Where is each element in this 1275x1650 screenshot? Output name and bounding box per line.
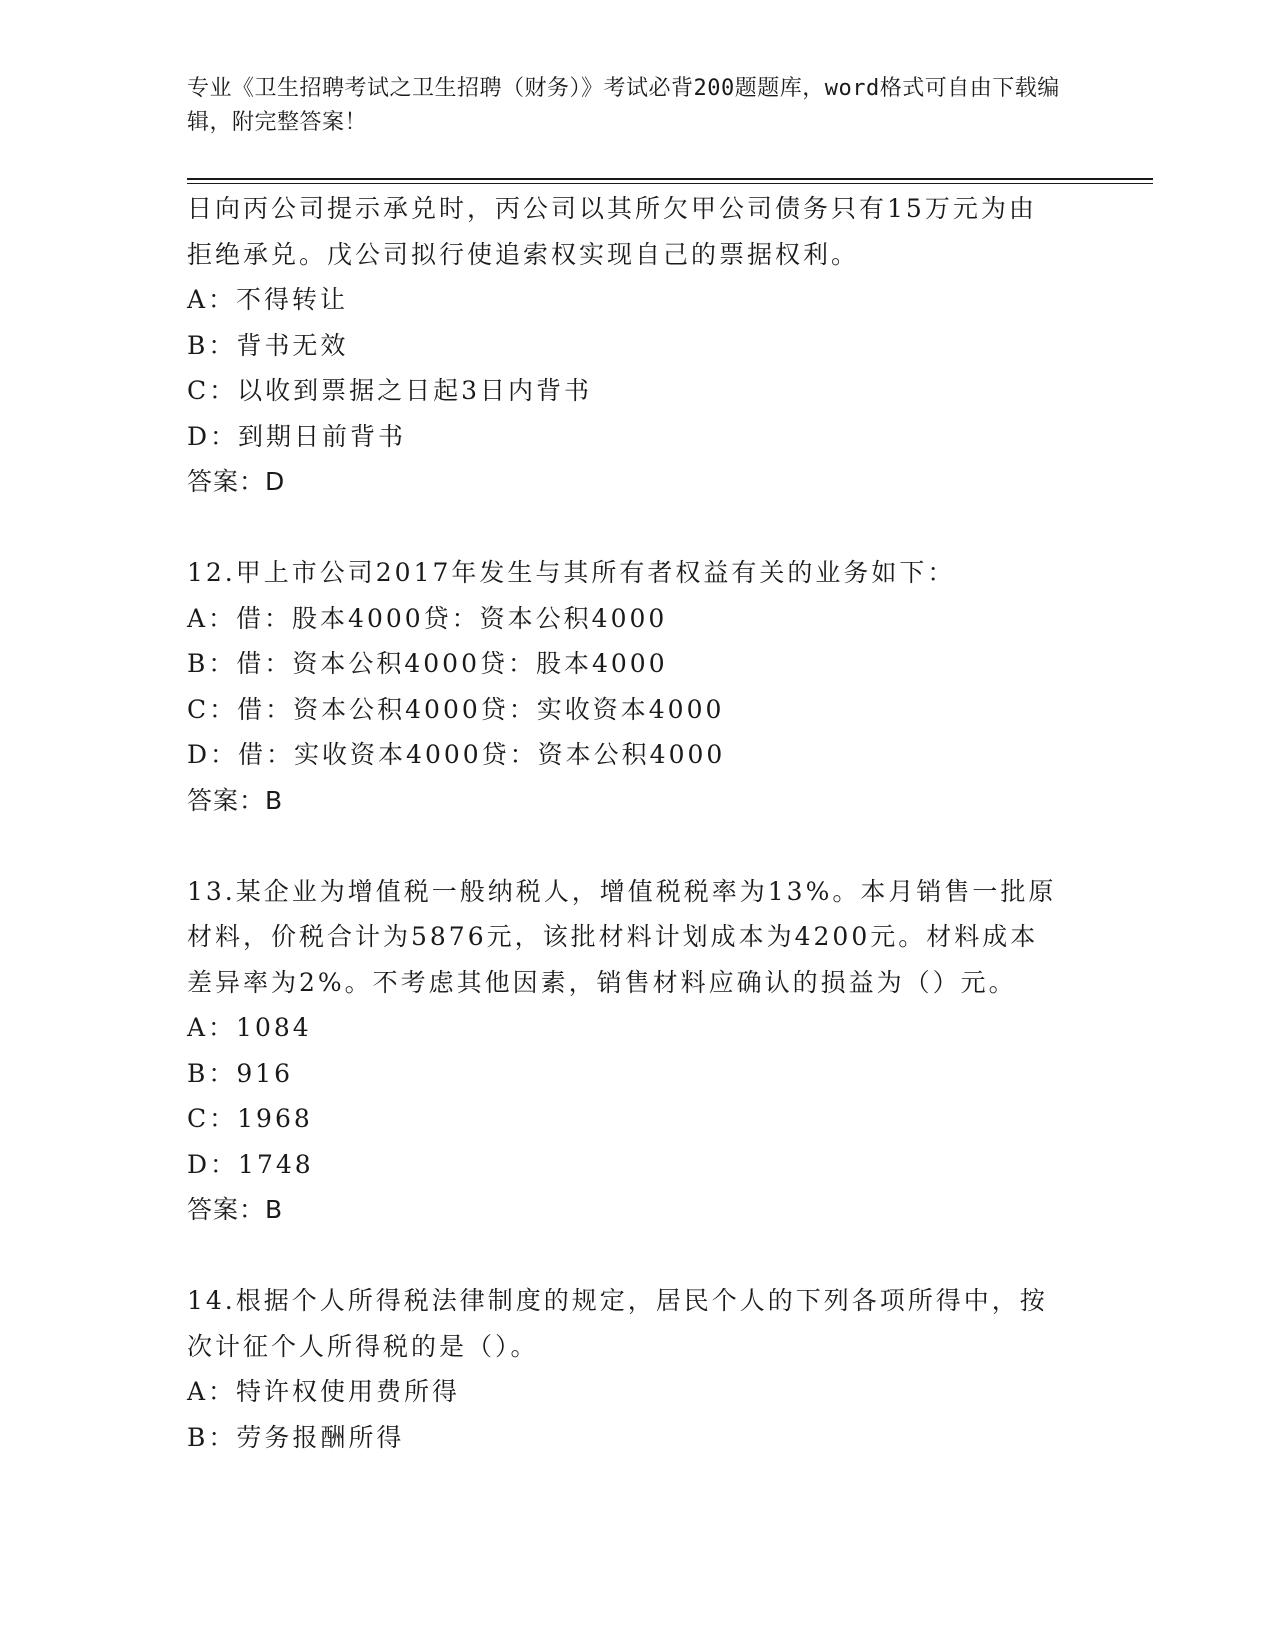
question-stem-line: 12.甲上市公司2017年发生与其所有者权益有关的业务如下： <box>187 558 956 587</box>
question-block <box>187 186 1087 505</box>
question-gap <box>187 505 1087 551</box>
option-a: A：特许权使用费所得 <box>187 1377 461 1406</box>
question-gap <box>187 823 1087 869</box>
question-stem-line: 日向丙公司提示承兑时，丙公司以其所欠甲公司债务只有15万元为由 <box>187 194 1037 223</box>
option-a: A：借：股本4000贷：资本公积4000 <box>187 603 668 633</box>
answer-line: 答案：D <box>187 467 286 496</box>
option-b: B：借：资本公积4000贷：股本4000 <box>187 649 668 678</box>
question-block <box>187 550 1087 823</box>
answer-line: 答案：B <box>187 1195 284 1224</box>
document-body <box>187 186 1087 1460</box>
option-a: A：不得转让 <box>187 285 349 314</box>
question-block <box>187 1278 1087 1460</box>
option-d: D：到期日前背书 <box>187 421 407 451</box>
header-divider-thin <box>187 183 1153 184</box>
question-stem-line: 14.根据个人所得税法律制度的规定，居民个人的下列各项所得中，按 <box>187 1286 1048 1315</box>
option-b: B：背书无效 <box>187 330 349 360</box>
answer-line: 答案：B <box>187 785 284 815</box>
option-d: D：借：实收资本4000贷：资本公积4000 <box>187 740 726 769</box>
document-header: 专业《卫生招聘考试之卫生招聘（财务）》考试必背200题题库，word格式可自由下载编辑，附完整答案！ <box>187 76 1060 135</box>
option-a: A：1084 <box>187 1013 312 1042</box>
question-gap <box>187 1233 1087 1279</box>
option-c: C：以收到票据之日起3日内背书 <box>187 376 593 405</box>
question-block <box>187 869 1087 1233</box>
option-c: C：借：资本公积4000贷：实收资本4000 <box>187 694 725 724</box>
header-divider-thick <box>187 178 1153 180</box>
question-stem-line: 拒绝承兑。戊公司拟行使追索权实现自己的票据权利。 <box>187 239 860 269</box>
option-c: C：1968 <box>187 1104 313 1133</box>
question-stem-line: 材料，价税合计为5876元，该批材料计划成本为4200元。材料成本 <box>187 922 1039 951</box>
option-b: B：劳务报酬所得 <box>187 1422 405 1452</box>
question-stem-line: 13.某企业为增值税一般纳税人，增值税税率为13%。本月销售一批原 <box>187 876 1057 906</box>
option-b: B：916 <box>187 1058 294 1088</box>
question-stem-line: 次计征个人所得税的是（）。 <box>187 1331 539 1361</box>
question-stem-line: 差异率为2%。不考虑其他因素，销售材料应确认的损益为（）元。 <box>187 967 1017 997</box>
option-d: D：1748 <box>187 1149 314 1179</box>
